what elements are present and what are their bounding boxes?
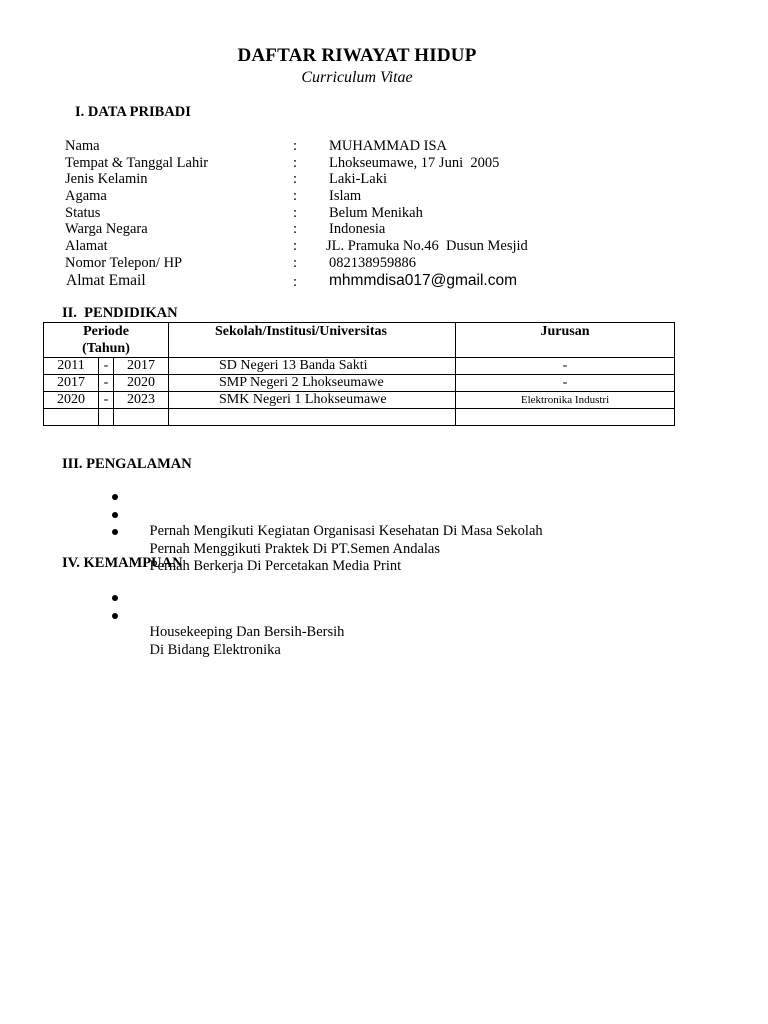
personal-value: JL. Pramuka No.46 Dusun Mesjid bbox=[326, 238, 528, 254]
table-row-empty bbox=[44, 409, 675, 426]
personal-row-birth bbox=[65, 155, 500, 172]
personal-row-phone bbox=[65, 255, 416, 272]
personal-row-address bbox=[65, 238, 528, 255]
list-item bbox=[112, 589, 345, 640]
personal-value: Indonesia bbox=[329, 221, 386, 237]
personal-colon: : bbox=[293, 221, 298, 237]
personal-row-citizenship bbox=[65, 221, 386, 238]
major-header: Jurusan bbox=[456, 323, 675, 358]
skills-list bbox=[112, 589, 345, 658]
personal-colon: : bbox=[293, 155, 298, 171]
school-header: Sekolah/Institusi/Universitas bbox=[169, 323, 456, 358]
empty-cell bbox=[114, 409, 169, 426]
empty-cell bbox=[456, 409, 675, 426]
personal-label: Almat Email bbox=[66, 272, 146, 289]
experience-item-text: Pernah Menggikuti Praktek Di PT.Semen Andalas bbox=[149, 540, 440, 557]
list-item bbox=[112, 488, 543, 539]
skill-item-text: Housekeeping Dan Bersih-Bersih bbox=[149, 624, 345, 640]
end-year: 2023 bbox=[114, 392, 169, 409]
bullet-icon bbox=[112, 529, 118, 535]
period-header-line1: Periode bbox=[83, 324, 129, 339]
personal-colon: : bbox=[293, 171, 298, 187]
personal-row-email bbox=[65, 272, 518, 290]
personal-label: Tempat & Tanggal Lahir bbox=[65, 155, 209, 171]
personal-value: Belum Menikah bbox=[329, 205, 423, 221]
major-name: - bbox=[456, 375, 675, 392]
bullet-icon bbox=[112, 512, 118, 518]
school-name: SMK Negeri 1 Lhokseumawe bbox=[169, 392, 456, 409]
year-dash: - bbox=[99, 392, 114, 409]
personal-label: Nomor Telepon/ HP bbox=[65, 255, 183, 271]
start-year: 2011 bbox=[44, 358, 99, 375]
personal-row-status bbox=[65, 205, 423, 222]
personal-label: Agama bbox=[65, 188, 107, 204]
end-year: 2020 bbox=[114, 375, 169, 392]
personal-value: 082138959886 bbox=[329, 255, 416, 271]
personal-label: Warga Negara bbox=[65, 221, 148, 237]
personal-label: Status bbox=[65, 205, 101, 221]
personal-colon: : bbox=[293, 205, 298, 221]
section-heading-kemampuan: IV. KEMAMPUAN bbox=[62, 555, 183, 571]
personal-label: Nama bbox=[65, 138, 100, 154]
year-dash: - bbox=[99, 375, 114, 392]
major-name: Elektronika Industri bbox=[456, 392, 675, 409]
personal-value: Laki-Laki bbox=[329, 171, 387, 187]
school-name: SMP Negeri 2 Lhokseumawe bbox=[169, 375, 456, 392]
end-year: 2017 bbox=[114, 358, 169, 375]
personal-label: Alamat bbox=[65, 238, 108, 254]
personal-colon: : bbox=[293, 255, 298, 271]
section-heading-pendidikan: II. PENDIDIKAN bbox=[62, 305, 178, 321]
table-row bbox=[44, 358, 675, 375]
personal-label: Jenis Kelamin bbox=[65, 171, 148, 187]
document-subtitle: Curriculum Vitae bbox=[301, 69, 413, 86]
school-name: SD Negeri 13 Banda Sakti bbox=[169, 358, 456, 375]
period-header bbox=[44, 323, 169, 358]
personal-row-religion bbox=[65, 188, 362, 205]
empty-cell bbox=[44, 409, 99, 426]
personal-value: mhmmdisa017@gmail.com bbox=[329, 272, 518, 289]
personal-value: Lhokseumawe, 17 Juni 2005 bbox=[329, 155, 500, 171]
personal-value: Islam bbox=[329, 188, 362, 204]
education-header-row bbox=[44, 323, 675, 358]
bullet-icon bbox=[112, 613, 118, 619]
table-row bbox=[44, 375, 675, 392]
table-row bbox=[44, 392, 675, 409]
major-name: - bbox=[456, 358, 675, 375]
start-year: 2017 bbox=[44, 375, 99, 392]
personal-row-gender bbox=[65, 171, 387, 188]
year-dash: - bbox=[99, 358, 114, 375]
experience-item-text: Pernah Mengikuti Kegiatan Organisasi Kesehatan Di Masa Sekolah bbox=[149, 523, 543, 539]
start-year: 2020 bbox=[44, 392, 99, 409]
education-table bbox=[43, 322, 675, 426]
personal-value: MUHAMMAD ISA bbox=[329, 138, 448, 154]
personal-colon: : bbox=[293, 138, 298, 154]
section-heading-data-pribadi: I. DATA PRIBADI bbox=[75, 104, 191, 120]
experience-item-text: Pernah Berkerja Di Percetakan Media Print bbox=[149, 558, 402, 574]
empty-cell bbox=[99, 409, 114, 426]
skill-item-text: Di Bidang Elektronika bbox=[149, 641, 281, 658]
document-title: DAFTAR RIWAYAT HIDUP bbox=[237, 45, 477, 66]
personal-colon: : bbox=[293, 238, 298, 254]
section-heading-pengalaman: III. PENGALAMAN bbox=[62, 456, 192, 472]
period-header-line2: (Tahun) bbox=[82, 341, 130, 356]
personal-colon: : bbox=[293, 188, 298, 204]
personal-row-nama bbox=[65, 138, 448, 155]
personal-colon: : bbox=[293, 274, 298, 290]
bullet-icon bbox=[112, 494, 118, 500]
empty-cell bbox=[169, 409, 456, 426]
bullet-icon bbox=[112, 595, 118, 601]
